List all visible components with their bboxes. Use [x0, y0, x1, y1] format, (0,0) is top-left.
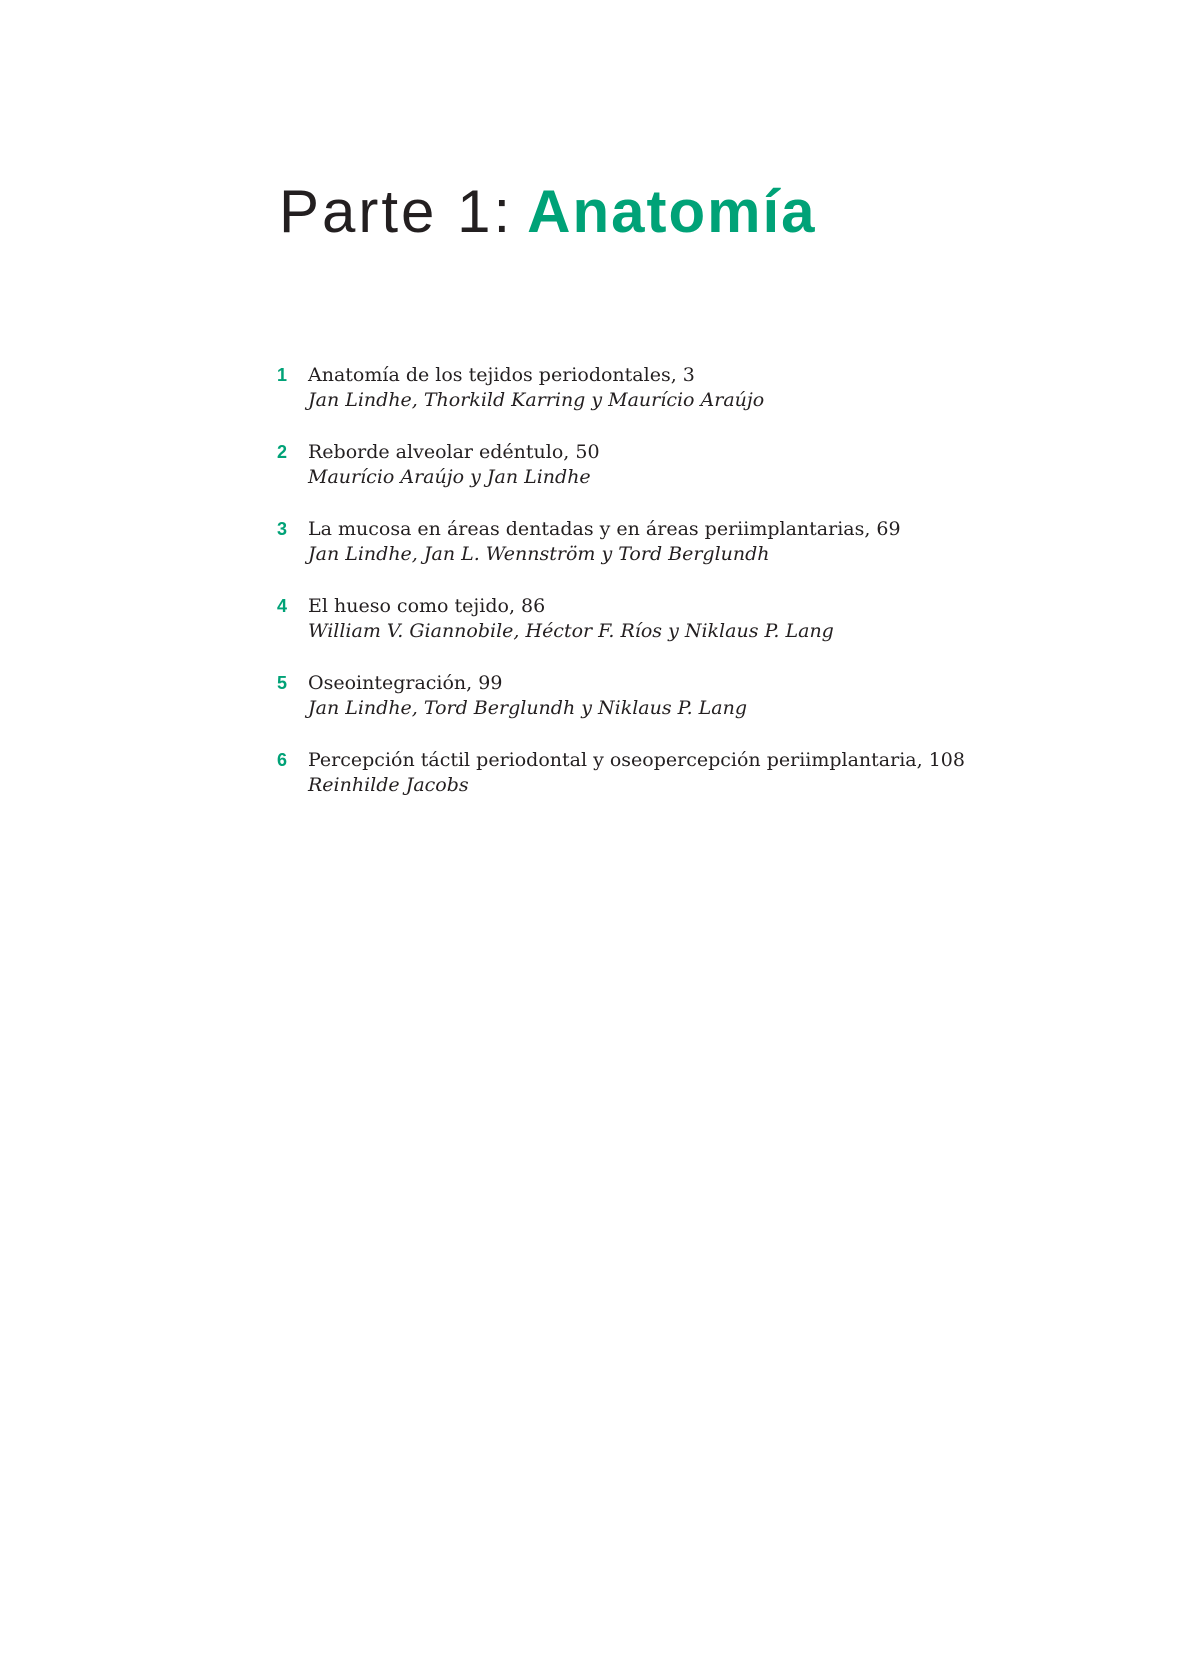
chapter-title: El hueso como tejido, 86: [308, 595, 546, 617]
chapter-number: 5: [277, 673, 288, 693]
chapter-number: 3: [277, 519, 288, 539]
part-label: Parte 1:: [279, 178, 514, 245]
page-title: [279, 172, 817, 252]
toc-entry-5: [277, 671, 1137, 748]
chapter-title: La mucosa en áreas dentadas y en áreas periimplantarias, 69: [308, 518, 901, 540]
chapter-authors: Maurício Araújo y Jan Lindhe: [308, 466, 591, 488]
chapter-number: 1: [277, 365, 288, 385]
part-title: Anatomía: [527, 178, 817, 245]
chapter-title: Percepción táctil periodontal y oseopercepción periimplantaria, 108: [308, 749, 965, 771]
chapter-number: 6: [277, 750, 288, 770]
chapter-authors: Jan Lindhe, Jan L. Wennström y Tord Berglundh: [308, 543, 770, 565]
toc-entry-2: [277, 440, 1137, 517]
table-of-contents: [277, 363, 1137, 825]
chapter-title: Anatomía de los tejidos periodontales, 3: [308, 364, 695, 386]
toc-entry-4: [277, 594, 1137, 671]
chapter-number: 4: [277, 596, 288, 616]
chapter-authors: Reinhilde Jacobs: [308, 774, 469, 796]
chapter-number: 2: [277, 442, 288, 462]
toc-entry-6: [277, 748, 1137, 825]
chapter-authors: Jan Lindhe, Thorkild Karring y Maurício Araújo: [308, 389, 765, 411]
chapter-authors: Jan Lindhe, Tord Berglundh y Niklaus P. Lang: [308, 697, 748, 719]
toc-entry-1: [277, 363, 1137, 440]
chapter-title: Reborde alveolar edéntulo, 50: [308, 441, 600, 463]
chapter-title: Oseointegración, 99: [308, 672, 503, 694]
toc-entry-3: [277, 517, 1137, 594]
chapter-authors: William V. Giannobile, Héctor F. Ríos y Niklaus P. Lang: [308, 620, 834, 642]
